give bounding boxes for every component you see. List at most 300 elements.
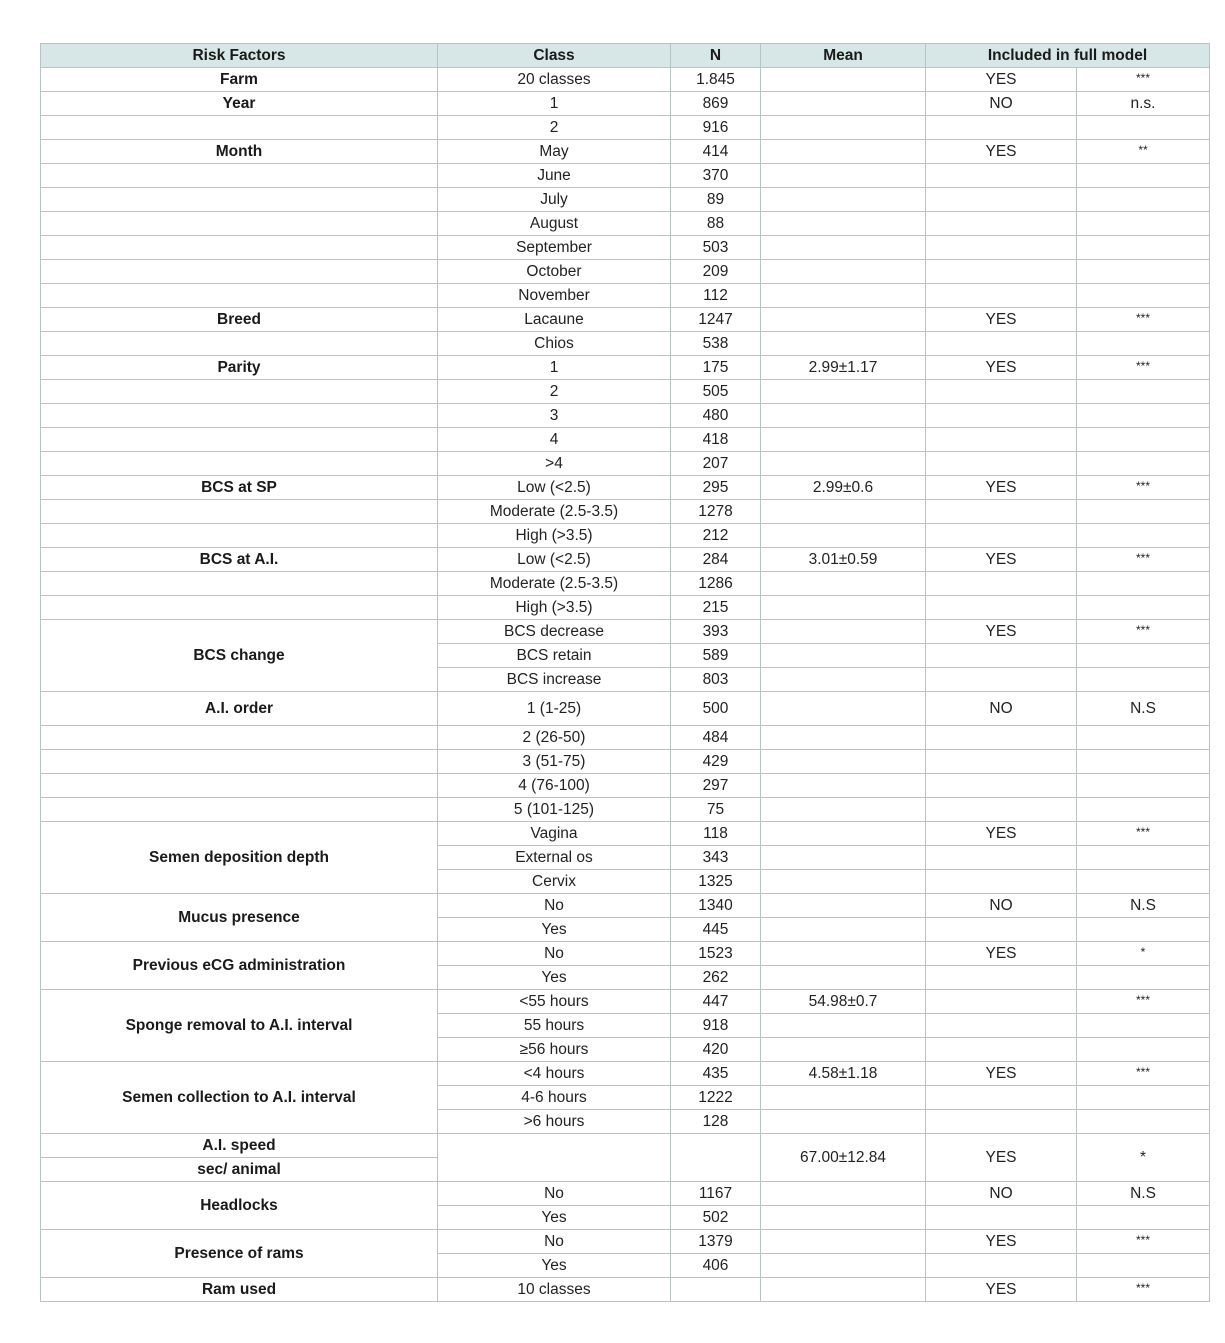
- n-cell: 1325: [671, 870, 761, 894]
- mean-cell: [761, 692, 926, 726]
- table-row: [41, 774, 1210, 798]
- header-class: Class: [438, 44, 671, 68]
- significance-cell: [1077, 966, 1210, 990]
- included-cell: NO: [926, 692, 1077, 726]
- class-cell: Low (<2.5): [438, 548, 671, 572]
- mean-cell: [761, 1038, 926, 1062]
- table-row: [41, 356, 1210, 380]
- risk-factor: Breed: [41, 308, 438, 332]
- mean-cell: [761, 966, 926, 990]
- risk-factor: BCS change: [41, 620, 438, 692]
- n-cell: 484: [671, 726, 761, 750]
- n-cell: [671, 1278, 761, 1302]
- significance-cell: [1077, 116, 1210, 140]
- significance-cell: ***: [1077, 1278, 1210, 1302]
- mean-cell: [761, 846, 926, 870]
- class-cell: May: [438, 140, 671, 164]
- mean-cell: [761, 380, 926, 404]
- class-cell: >4: [438, 452, 671, 476]
- table-row: [41, 212, 1210, 236]
- risk-factor: [41, 260, 438, 284]
- significance-cell: [1077, 596, 1210, 620]
- significance-cell: [1077, 284, 1210, 308]
- table-row: [41, 1278, 1210, 1302]
- included-cell: [926, 644, 1077, 668]
- n-cell: 1523: [671, 942, 761, 966]
- table-row: [41, 894, 1210, 918]
- mean-cell: [761, 798, 926, 822]
- class-cell: Moderate (2.5-3.5): [438, 572, 671, 596]
- significance-cell: [1077, 260, 1210, 284]
- mean-cell: [761, 942, 926, 966]
- mean-cell: [761, 620, 926, 644]
- significance-cell: ***: [1077, 620, 1210, 644]
- risk-factor: [41, 524, 438, 548]
- class-cell: July: [438, 188, 671, 212]
- significance-cell: N.S: [1077, 1182, 1210, 1206]
- included-cell: [926, 990, 1077, 1014]
- mean-cell: [761, 596, 926, 620]
- significance-cell: [1077, 452, 1210, 476]
- mean-cell: [761, 452, 926, 476]
- class-cell: Lacaune: [438, 308, 671, 332]
- header-included: Included in full model: [926, 44, 1210, 68]
- n-cell: 215: [671, 596, 761, 620]
- table-row: [41, 92, 1210, 116]
- class-cell: 4-6 hours: [438, 1086, 671, 1110]
- included-cell: [926, 188, 1077, 212]
- table-row: [41, 572, 1210, 596]
- significance-cell: [1077, 668, 1210, 692]
- n-cell: 112: [671, 284, 761, 308]
- n-cell: 284: [671, 548, 761, 572]
- included-cell: [926, 1086, 1077, 1110]
- risk-factor: BCS at A.I.: [41, 548, 438, 572]
- table-row: [41, 476, 1210, 500]
- n-cell: 1278: [671, 500, 761, 524]
- risk-factor: [41, 428, 438, 452]
- risk-factor: [41, 116, 438, 140]
- table-row: [41, 428, 1210, 452]
- risk-factor: [41, 212, 438, 236]
- n-cell: 175: [671, 356, 761, 380]
- included-cell: [926, 966, 1077, 990]
- mean-cell: [761, 870, 926, 894]
- included-cell: YES: [926, 308, 1077, 332]
- significance-cell: [1077, 1254, 1210, 1278]
- n-cell: 262: [671, 966, 761, 990]
- n-cell: 209: [671, 260, 761, 284]
- mean-cell: [761, 750, 926, 774]
- risk-factor: [41, 572, 438, 596]
- risk-factor: Previous eCG administration: [41, 942, 438, 990]
- significance-cell: [1077, 380, 1210, 404]
- class-cell: 1: [438, 356, 671, 380]
- class-cell: 4: [438, 428, 671, 452]
- included-cell: [926, 236, 1077, 260]
- n-cell: 445: [671, 918, 761, 942]
- risk-factor: [41, 188, 438, 212]
- n-cell: 503: [671, 236, 761, 260]
- class-cell: 55 hours: [438, 1014, 671, 1038]
- n-cell: 589: [671, 644, 761, 668]
- table-row: [41, 692, 1210, 726]
- risk-factor: Headlocks: [41, 1182, 438, 1230]
- mean-cell: [761, 644, 926, 668]
- table-row: [41, 140, 1210, 164]
- included-cell: [926, 870, 1077, 894]
- risk-factor: Year: [41, 92, 438, 116]
- included-cell: YES: [926, 822, 1077, 846]
- significance-cell: N.S: [1077, 894, 1210, 918]
- class-cell: BCS decrease: [438, 620, 671, 644]
- n-cell: 435: [671, 1062, 761, 1086]
- table-row: [41, 380, 1210, 404]
- class-cell: BCS retain: [438, 644, 671, 668]
- significance-cell: [1077, 846, 1210, 870]
- included-cell: [926, 116, 1077, 140]
- n-cell: 118: [671, 822, 761, 846]
- mean-cell: 2.99±1.17: [761, 356, 926, 380]
- significance-cell: *: [1077, 942, 1210, 966]
- table-row: [41, 500, 1210, 524]
- class-cell: No: [438, 1230, 671, 1254]
- included-cell: [926, 798, 1077, 822]
- significance-cell: [1077, 524, 1210, 548]
- class-cell: Vagina: [438, 822, 671, 846]
- n-cell: 297: [671, 774, 761, 798]
- significance-cell: **: [1077, 140, 1210, 164]
- table-row: [41, 596, 1210, 620]
- table-row: [41, 990, 1210, 1014]
- class-cell: Cervix: [438, 870, 671, 894]
- n-cell: 480: [671, 404, 761, 428]
- table-row: [41, 68, 1210, 92]
- significance-cell: [1077, 188, 1210, 212]
- included-cell: [926, 428, 1077, 452]
- class-cell: ≥56 hours: [438, 1038, 671, 1062]
- header-mean: Mean: [761, 44, 926, 68]
- class-cell: Yes: [438, 966, 671, 990]
- significance-cell: ***: [1077, 1062, 1210, 1086]
- table-row: [41, 308, 1210, 332]
- included-cell: [926, 524, 1077, 548]
- n-cell: 869: [671, 92, 761, 116]
- class-cell: External os: [438, 846, 671, 870]
- included-cell: YES: [926, 1230, 1077, 1254]
- risk-factor: [41, 236, 438, 260]
- risk-factor: Mucus presence: [41, 894, 438, 942]
- n-cell: 1.845: [671, 68, 761, 92]
- table-row: [41, 1230, 1210, 1254]
- included-cell: [926, 1038, 1077, 1062]
- significance-cell: [1077, 212, 1210, 236]
- class-cell: Low (<2.5): [438, 476, 671, 500]
- table-row: [41, 236, 1210, 260]
- class-cell: High (>3.5): [438, 524, 671, 548]
- table-row: [41, 1062, 1210, 1086]
- n-cell: 343: [671, 846, 761, 870]
- mean-cell: [761, 332, 926, 356]
- significance-cell: [1077, 1038, 1210, 1062]
- risk-factor: Month: [41, 140, 438, 164]
- significance-cell: [1077, 1206, 1210, 1230]
- mean-cell: [761, 1014, 926, 1038]
- risk-factor: [41, 774, 438, 798]
- table-row: [41, 260, 1210, 284]
- mean-cell: [761, 188, 926, 212]
- class-cell: >6 hours: [438, 1110, 671, 1134]
- significance-cell: [1077, 1110, 1210, 1134]
- n-cell: 1222: [671, 1086, 761, 1110]
- mean-cell: [761, 260, 926, 284]
- mean-cell: [761, 68, 926, 92]
- mean-cell: 2.99±0.6: [761, 476, 926, 500]
- table-row: [41, 620, 1210, 644]
- n-cell: 429: [671, 750, 761, 774]
- significance-cell: N.S: [1077, 692, 1210, 726]
- mean-cell: [761, 236, 926, 260]
- included-cell: YES: [926, 1062, 1077, 1086]
- risk-factor: Parity: [41, 356, 438, 380]
- included-cell: YES: [926, 1134, 1077, 1182]
- class-cell: BCS increase: [438, 668, 671, 692]
- mean-cell: 4.58±1.18: [761, 1062, 926, 1086]
- significance-cell: [1077, 332, 1210, 356]
- mean-cell: 3.01±0.59: [761, 548, 926, 572]
- mean-cell: [761, 116, 926, 140]
- significance-cell: ***: [1077, 308, 1210, 332]
- significance-cell: [1077, 1014, 1210, 1038]
- included-cell: [926, 404, 1077, 428]
- header-n: N: [671, 44, 761, 68]
- risk-factor: Ram used: [41, 1278, 438, 1302]
- significance-cell: ***: [1077, 990, 1210, 1014]
- n-cell: 1379: [671, 1230, 761, 1254]
- significance-cell: [1077, 644, 1210, 668]
- class-cell: June: [438, 164, 671, 188]
- significance-cell: n.s.: [1077, 92, 1210, 116]
- mean-cell: [761, 894, 926, 918]
- risk-factor: [41, 500, 438, 524]
- class-cell: September: [438, 236, 671, 260]
- risk-factor: [41, 452, 438, 476]
- header-risk-factors: Risk Factors: [41, 44, 438, 68]
- included-cell: [926, 284, 1077, 308]
- n-cell: 803: [671, 668, 761, 692]
- included-cell: [926, 774, 1077, 798]
- class-cell: Yes: [438, 1206, 671, 1230]
- n-cell: 418: [671, 428, 761, 452]
- included-cell: NO: [926, 92, 1077, 116]
- significance-cell: [1077, 572, 1210, 596]
- n-cell: 1247: [671, 308, 761, 332]
- included-cell: YES: [926, 476, 1077, 500]
- header-row: [41, 44, 1210, 68]
- mean-cell: 54.98±0.7: [761, 990, 926, 1014]
- included-cell: [926, 332, 1077, 356]
- significance-cell: [1077, 918, 1210, 942]
- risk-factor: Presence of rams: [41, 1230, 438, 1278]
- table-row: [41, 942, 1210, 966]
- included-cell: [926, 260, 1077, 284]
- included-cell: [926, 726, 1077, 750]
- table-row: [41, 116, 1210, 140]
- table-row: [41, 548, 1210, 572]
- class-cell: Yes: [438, 1254, 671, 1278]
- class-cell: 4 (76-100): [438, 774, 671, 798]
- mean-cell: [761, 1182, 926, 1206]
- class-cell: 20 classes: [438, 68, 671, 92]
- included-cell: [926, 750, 1077, 774]
- significance-cell: ***: [1077, 356, 1210, 380]
- mean-cell: [761, 774, 926, 798]
- mean-cell: [761, 1278, 926, 1302]
- significance-cell: ***: [1077, 68, 1210, 92]
- included-cell: [926, 452, 1077, 476]
- n-cell: 505: [671, 380, 761, 404]
- mean-cell: [761, 668, 926, 692]
- class-cell: 2: [438, 380, 671, 404]
- class-cell: 5 (101-125): [438, 798, 671, 822]
- class-cell: Yes: [438, 918, 671, 942]
- n-cell: 918: [671, 1014, 761, 1038]
- class-cell: No: [438, 1182, 671, 1206]
- class-cell: 1: [438, 92, 671, 116]
- table-row: [41, 1134, 1210, 1158]
- class-cell: 3: [438, 404, 671, 428]
- class-cell: November: [438, 284, 671, 308]
- significance-cell: [1077, 870, 1210, 894]
- table-row: [41, 188, 1210, 212]
- table-row: [41, 822, 1210, 846]
- included-cell: [926, 596, 1077, 620]
- significance-cell: [1077, 1086, 1210, 1110]
- significance-cell: [1077, 164, 1210, 188]
- class-cell: 10 classes: [438, 1278, 671, 1302]
- mean-cell: [761, 308, 926, 332]
- mean-cell: [761, 1110, 926, 1134]
- mean-cell: [761, 726, 926, 750]
- included-cell: [926, 1110, 1077, 1134]
- class-cell: <55 hours: [438, 990, 671, 1014]
- risk-factor: Semen collection to A.I. interval: [41, 1062, 438, 1134]
- risk-factor: Farm: [41, 68, 438, 92]
- mean-cell: [761, 1086, 926, 1110]
- n-cell: 916: [671, 116, 761, 140]
- included-cell: [926, 918, 1077, 942]
- significance-cell: ***: [1077, 548, 1210, 572]
- included-cell: YES: [926, 548, 1077, 572]
- mean-cell: [761, 212, 926, 236]
- mean-cell: [761, 428, 926, 452]
- mean-cell: [761, 1254, 926, 1278]
- class-cell: High (>3.5): [438, 596, 671, 620]
- risk-factor: A.I. order: [41, 692, 438, 726]
- mean-cell: [761, 1206, 926, 1230]
- risk-factors-table: [40, 43, 1210, 1302]
- n-cell: 447: [671, 990, 761, 1014]
- n-cell: 212: [671, 524, 761, 548]
- n-cell: 1286: [671, 572, 761, 596]
- risk-factor: [41, 404, 438, 428]
- included-cell: YES: [926, 68, 1077, 92]
- table-row: [41, 750, 1210, 774]
- class-cell: [438, 1134, 671, 1182]
- table-row: [41, 798, 1210, 822]
- significance-cell: ***: [1077, 822, 1210, 846]
- mean-cell: [761, 500, 926, 524]
- class-cell: No: [438, 942, 671, 966]
- included-cell: [926, 572, 1077, 596]
- risk-factor: [41, 164, 438, 188]
- n-cell: 1167: [671, 1182, 761, 1206]
- n-cell: 128: [671, 1110, 761, 1134]
- class-cell: Chios: [438, 332, 671, 356]
- mean-cell: [761, 164, 926, 188]
- included-cell: [926, 500, 1077, 524]
- class-cell: 2 (26-50): [438, 726, 671, 750]
- significance-cell: [1077, 750, 1210, 774]
- included-cell: [926, 1206, 1077, 1230]
- included-cell: [926, 668, 1077, 692]
- table-row: [41, 726, 1210, 750]
- class-cell: August: [438, 212, 671, 236]
- class-cell: 3 (51-75): [438, 750, 671, 774]
- included-cell: YES: [926, 140, 1077, 164]
- significance-cell: [1077, 774, 1210, 798]
- class-cell: October: [438, 260, 671, 284]
- class-cell: Moderate (2.5-3.5): [438, 500, 671, 524]
- significance-cell: ***: [1077, 1230, 1210, 1254]
- n-cell: 1340: [671, 894, 761, 918]
- significance-cell: [1077, 726, 1210, 750]
- included-cell: [926, 1254, 1077, 1278]
- table-row: [41, 332, 1210, 356]
- risk-factor: [41, 596, 438, 620]
- class-cell: No: [438, 894, 671, 918]
- included-cell: YES: [926, 942, 1077, 966]
- n-cell: 393: [671, 620, 761, 644]
- included-cell: [926, 380, 1077, 404]
- included-cell: [926, 846, 1077, 870]
- risk-factor: A.I. speed: [41, 1134, 438, 1158]
- significance-cell: [1077, 404, 1210, 428]
- table-row: [41, 1182, 1210, 1206]
- n-cell: 406: [671, 1254, 761, 1278]
- n-cell: 502: [671, 1206, 761, 1230]
- included-cell: NO: [926, 894, 1077, 918]
- mean-cell: [761, 572, 926, 596]
- n-cell: 414: [671, 140, 761, 164]
- risk-factor: [41, 284, 438, 308]
- included-cell: [926, 212, 1077, 236]
- included-cell: YES: [926, 620, 1077, 644]
- risk-factor: [41, 380, 438, 404]
- table-row: [41, 524, 1210, 548]
- n-cell: 420: [671, 1038, 761, 1062]
- risk-factor-unit: sec/ animal: [41, 1158, 438, 1182]
- risk-factor: [41, 726, 438, 750]
- mean-cell: [761, 92, 926, 116]
- n-cell: 207: [671, 452, 761, 476]
- risk-factor: [41, 798, 438, 822]
- mean-cell: [761, 822, 926, 846]
- risk-factor: [41, 750, 438, 774]
- significance-cell: [1077, 428, 1210, 452]
- risk-factor: Sponge removal to A.I. interval: [41, 990, 438, 1062]
- table-body: [41, 68, 1210, 1302]
